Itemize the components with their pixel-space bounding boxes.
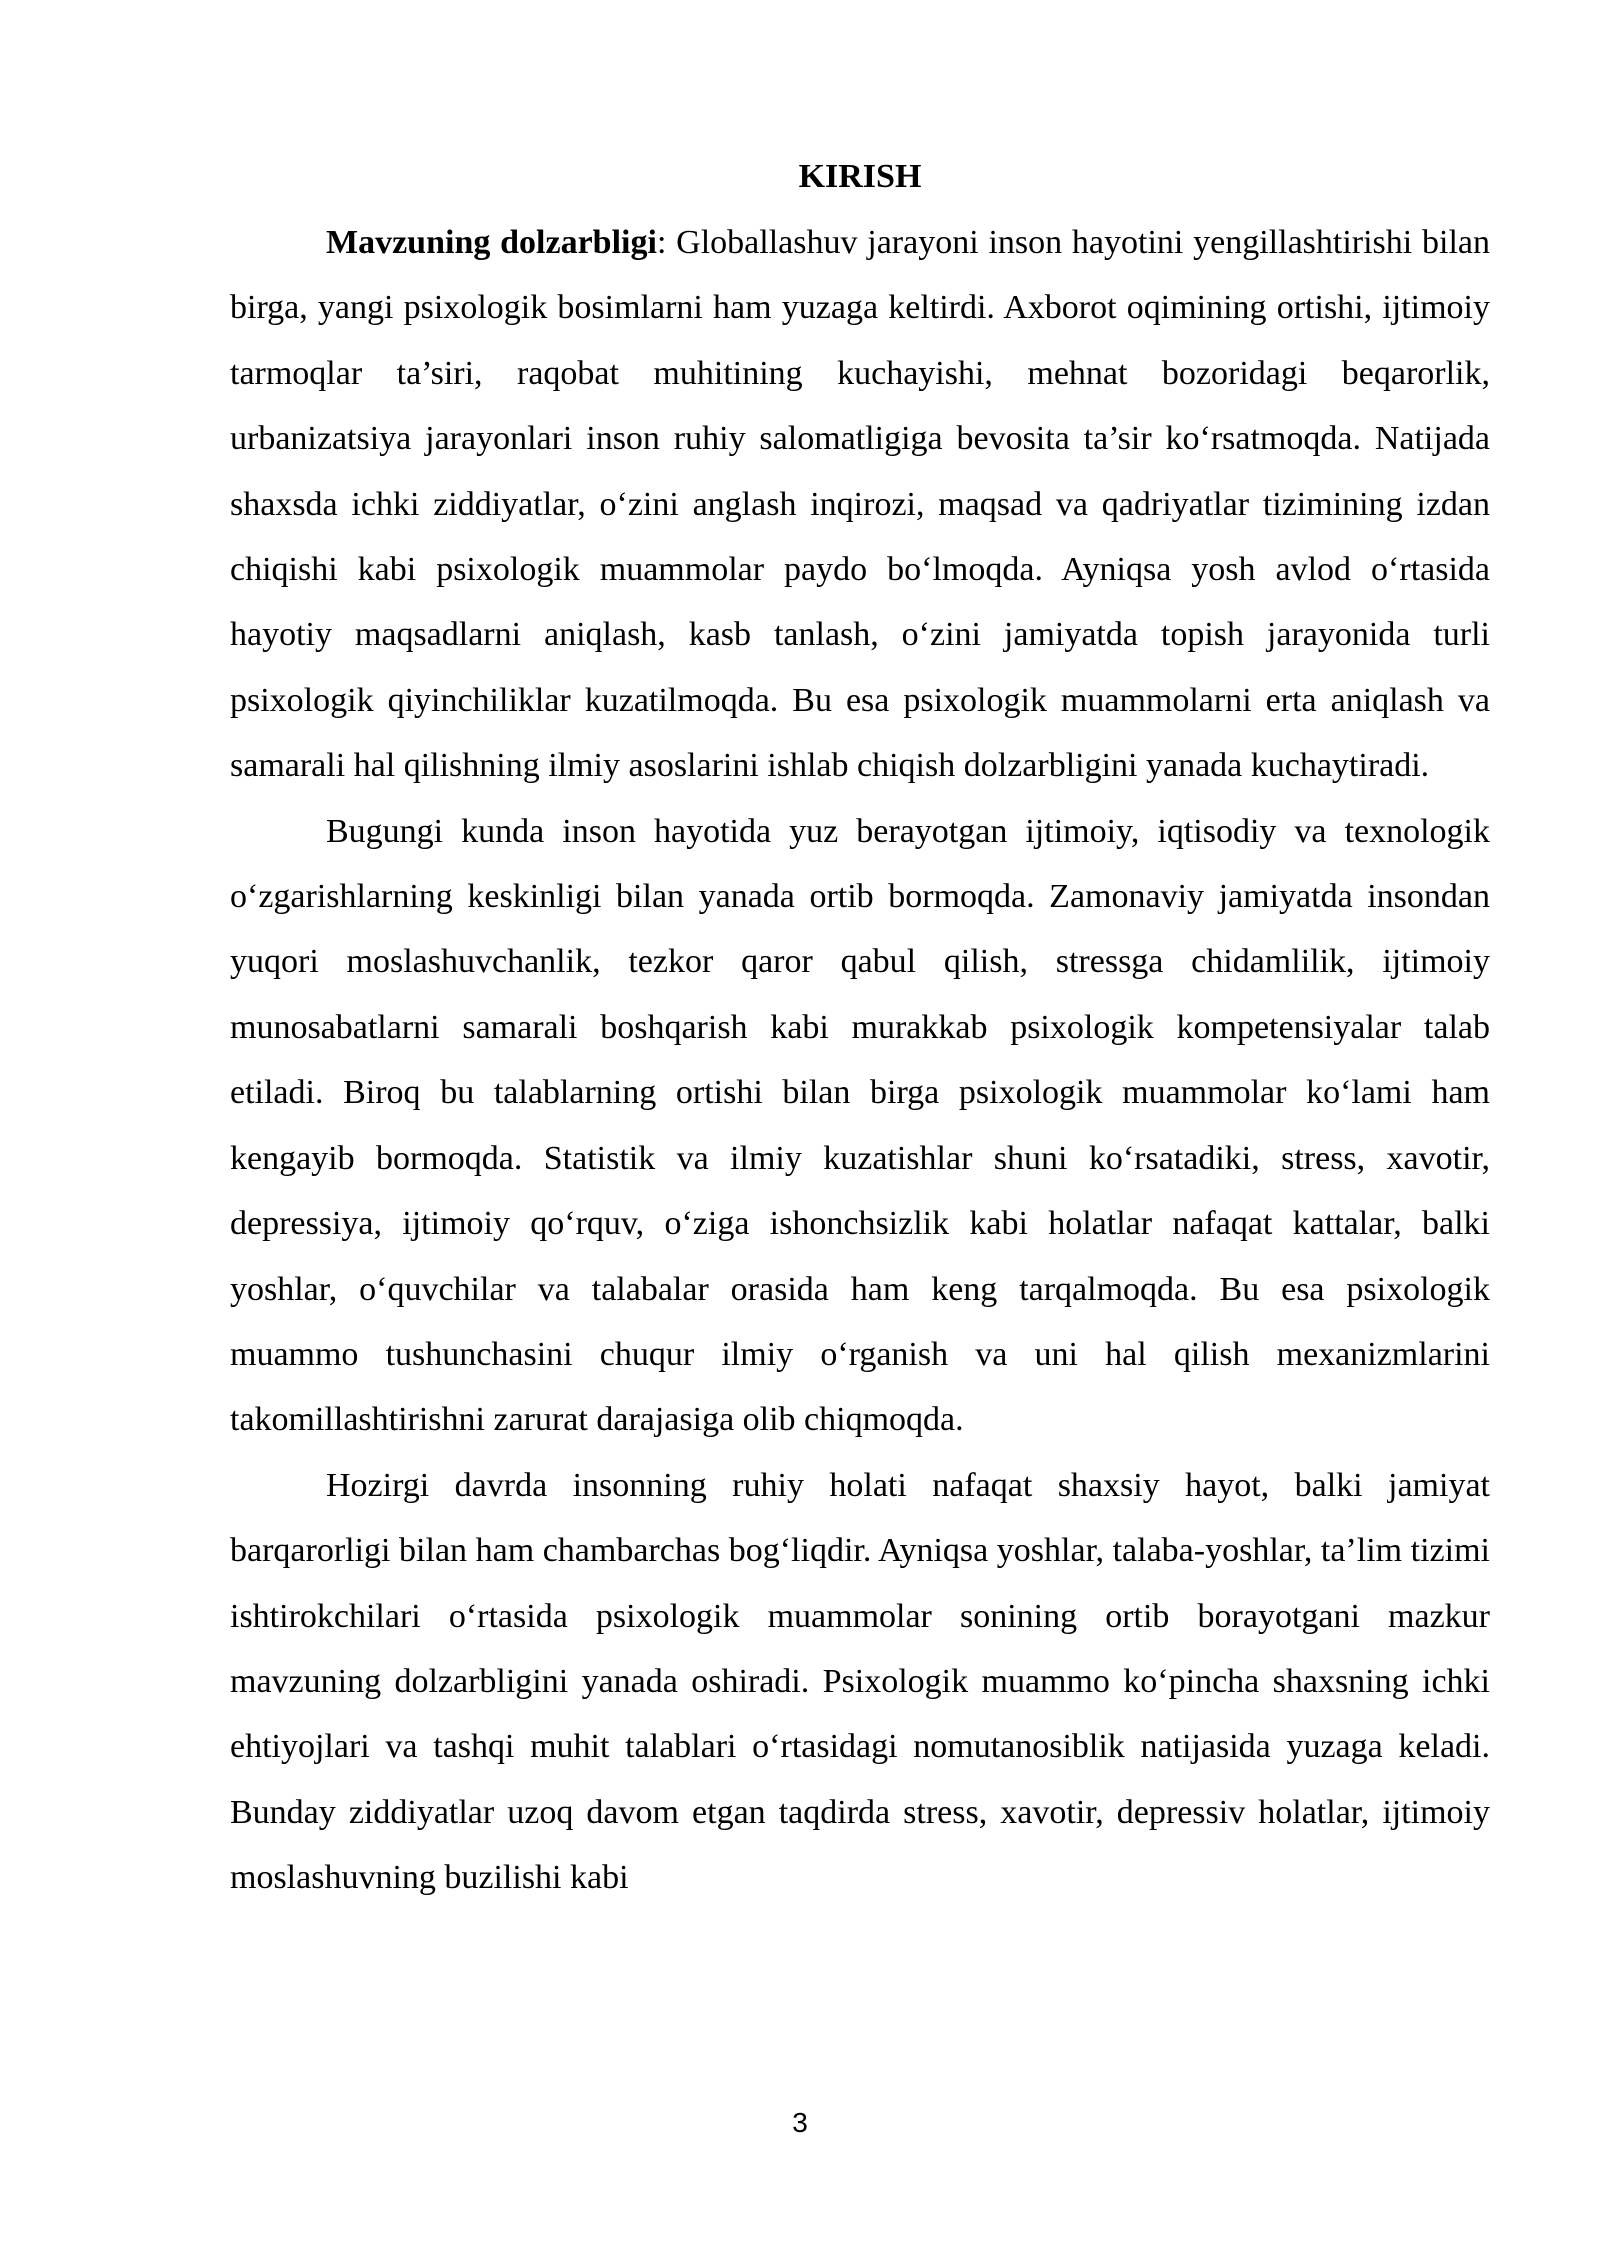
paragraph-lead: Mavzuning dolzarbligi	[326, 224, 657, 261]
paragraph-relevance	[230, 210, 1490, 799]
paragraph-lead-suffix: :	[656, 224, 667, 261]
document-page	[230, 148, 1490, 1911]
paragraph-text: Bugungi kunda inson hayotida yuz berayotgan ijtimoiy, iqtisodiy va texnologik o‘zgarishlarning keskinligi bilan yanada ortib bormoqda. Zamonaviy jamiyatda insondan yuqori moslashuvchanlik, tezkor qaror qabul qilish, stressga chidamlilik, ijtimoiy munosabatlarni samarali boshqarish kabi murakkab psixologik kompetensiyalar talab etiladi. Biroq bu talablarning ortishi bilan birga psixologik muammolar ko‘lami ham kengayib bormoqda. Statistik va ilmiy kuzatishlar shuni ko‘rsatadiki, stress, xavotir, depressiya, ijtimoiy qo‘rquv, o‘ziga ishonchsizlik kabi holatlar nafaqat kattalar, balki yoshlar, o‘quvchilar va talabalar orasida ham keng tarqalmoqda. Bu esa psixologik muammo tushunchasini chuqur ilmiy o‘rganish va uni hal qilish mexanizmlarini takomillashtirishni zarurat darajasiga olib chiqmoqda.	[230, 812, 1490, 1439]
paragraph-mental-state	[230, 1453, 1490, 1911]
paragraph-text: Hozirgi davrda insonning ruhiy holati nafaqat shaxsiy hayot, balki jamiyat barqarorligi bilan ham chambarchas bog‘liqdir. Ayniqsa yoshlar, talaba-yoshlar, ta’lim tizimi ishtirokchilari o‘rtasida psixologik muammolar sonining ortib borayotgani mazkur mavzuning dolzarbligini yanada oshiradi. Psixologik muammo ko‘pincha shaxsning ichki ehtiyojlari va tashqi muhit talablari o‘rtasidagi nomutanosiblik natijasida yuzaga keladi. Bunday ziddiyatlar uzoq davom etgan taqdirda stress, xavotir, depressiv holatlar, ijtimoiy moslashuvning buzilishi kabi	[230, 1466, 1490, 1897]
section-title: KIRISH	[798, 158, 922, 195]
paragraph-changes	[230, 799, 1490, 1453]
paragraph-text: Globallashuv jarayoni inson hayotini yengillashtirishi bilan birga, yangi psixologik bosimlarni ham yuzaga keltirdi. Axborot oqimining ortishi, ijtimoiy tarmoqlar ta’siri, raqobat muhitining kuchayishi, mehnat bozoridagi beqarorlik, urbanizatsiya jarayonlari inson ruhiy salomatligiga bevosita ta’sir ko‘rsatmoqda. Natijada shaxsda ichki ziddiyatlar, o‘zini anglash inqirozi, maqsad va qadriyatlar tizimining izdan chiqishi kabi psixologik muammolar paydo bo‘lmoqda. Ayniqsa yosh avlod o‘rtasida hayotiy maqsadlarni aniqlash, kasb tanlash, o‘zini jamiyatda topish jarayonida turli psixologik qiyinchiliklar kuzatilmoqda. Bu esa psixologik muammolarni erta aniqlash va samarali hal qilishning ilmiy asoslarini ishlab chiqish dolzarbligini yanada kuchaytiradi.	[230, 224, 1491, 785]
page-number: 3	[792, 2107, 808, 2138]
